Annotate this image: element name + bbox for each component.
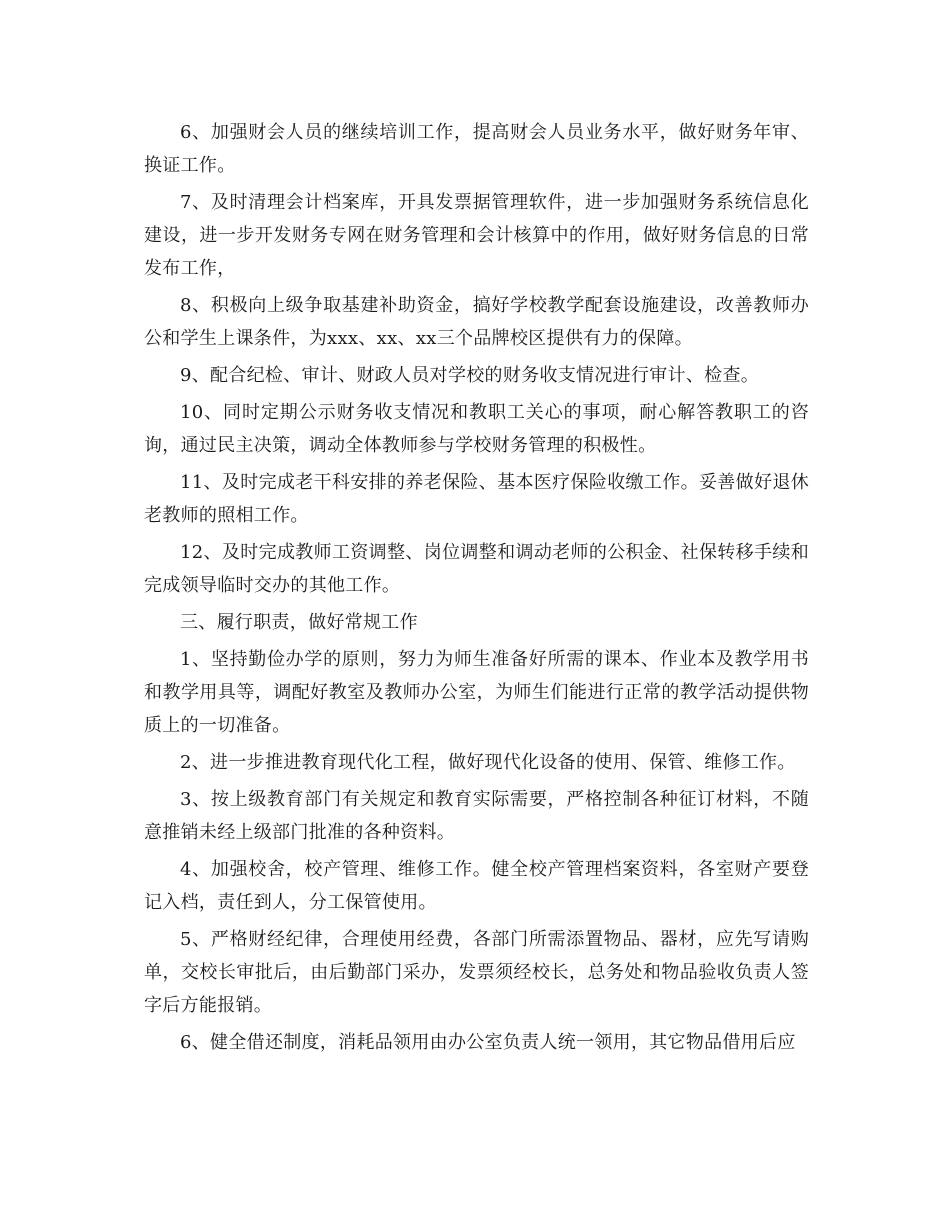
document-body bbox=[144, 116, 809, 1063]
section-heading: 三、履行职责，做好常规工作 bbox=[180, 612, 418, 633]
paragraph-item-9-audit: 9、配合纪检、审计、财政人员对学校的财务收支情况进行审计、检查。 bbox=[180, 365, 760, 386]
paragraph-routine-3: 3、按上级教育部门有关规定和教育实际需要，严格控制各种征订材料，不随意推销未经上级部门批准的各种资料。 bbox=[144, 789, 809, 843]
paragraph-item-8-funding: 8、积极向上级争取基建补助资金，搞好学校教学配套设施建设，改善教师办公和学生上课条件，为xxx、xx、xx三个品牌校区提供有力的保障。 bbox=[144, 295, 809, 349]
paragraph-item-7-archives: 7、及时清理会计档案库，开具发票据管理软件，进一步加强财务系统信息化建设，进一步开发财务专网在财务管理和会计核算中的作用，做好财务信息的日常发布工作， bbox=[144, 192, 809, 279]
paragraph-item-11-insurance: 11、及时完成老干科安排的养老保险、基本医疗保险收缴工作。妥善做好退休老教师的照相工作。 bbox=[144, 472, 809, 526]
paragraph-routine-4: 4、加强校舍，校产管理、维修工作。健全校产管理档案资料，各室财产要登记入档，责任到人，分工保管使用。 bbox=[144, 859, 809, 913]
paragraph-routine-6: 6、健全借还制度，消耗品领用由办公室负责人统一领用，其它物品借用后应 bbox=[180, 1032, 796, 1053]
paragraph-item-12-salary: 12、及时完成教师工资调整、岗位调整和调动老师的公积金、社保转移手续和完成领导临时交办的其他工作。 bbox=[144, 542, 809, 596]
paragraph-routine-1: 1、坚持勤俭办学的原则，努力为师生准备好所需的课本、作业本及教学用书和教学用具等，调配好教室及教师办公室，为师生们能进行正常的教学活动提供物质上的一切准备。 bbox=[144, 649, 809, 736]
paragraph-item-6-training: 6、加强财会人员的继续培训工作，提高财会人员业务水平，做好财务年审、换证工作。 bbox=[144, 122, 809, 176]
paragraph-item-10-publicity: 10、同时定期公示财务收支情况和教职工关心的事项，耐心解答教职工的咨询，通过民主决策，调动全体教师参与学校财务管理的积极性。 bbox=[144, 402, 809, 456]
paragraph-routine-5: 5、严格财经纪律，合理使用经费，各部门所需添置物品、器材，应先写请购单，交校长审批后，由后勤部门采办，发票须经校长，总务处和物品验收负责人签字后方能报销。 bbox=[144, 929, 809, 1016]
paragraph-routine-2: 2、进一步推进教育现代化工程，做好现代化设备的使用、保管、维修工作。 bbox=[180, 752, 796, 773]
